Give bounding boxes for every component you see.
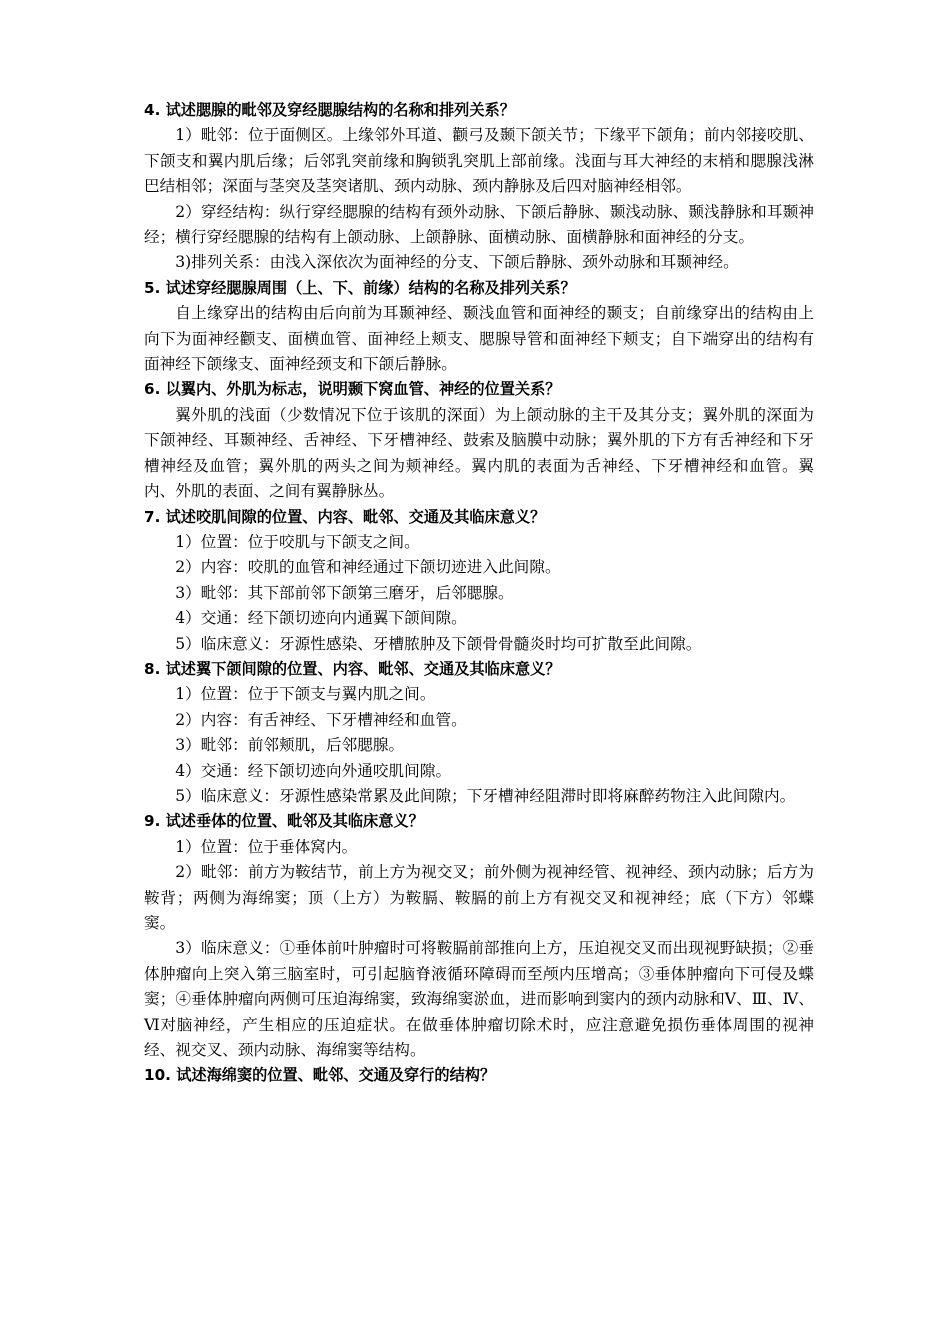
answer-paragraph: 2）内容：有舌神经、下牙槽神经和血管。 (175, 710, 467, 729)
answer-paragraph: 1）位置：位于垂体窝内。 (175, 837, 358, 856)
answer-paragraph: 自上缘穿出的结构由后向前为耳颞神经、颞浅血管和面神经的颞支；自前缘穿出的结构由上向下为面神经颧支、面横血管、面神经上颊支、腮腺导管和面神经下颊支；自下端穿出的结构有面神经下颌缘支、面神经颈支和下颌后静脉。 (144, 304, 814, 374)
question-heading: 10. 试述海绵窦的位置、毗邻、交通及穿行的结构？ (144, 1066, 496, 1085)
question-heading: 8. 试述翼下颌间隙的位置、内容、毗邻、交通及其临床意义？ (144, 659, 561, 678)
answer-paragraph: 1）位置：位于咬肌与下颌支之间。 (175, 532, 420, 551)
section-7 (144, 505, 814, 657)
answer-paragraph: 翼外肌的浅面（少数情况下位于该肌的深面）为上颌动脉的主干及其分支；翼外肌的深面为下颌神经、耳颞神经、舌神经、下牙槽神经、鼓索及脑膜中动脉；翼外肌的下方有舌神经和下牙槽神经及血管；翼外肌的两头之间为颊神经。翼内肌的表面为舌神经、下牙槽神经和血管。翼内、外肌的表面、之间有翼静脉丛。 (144, 405, 814, 501)
question-heading: 9. 试述垂体的位置、毗邻及其临床意义？ (144, 812, 424, 831)
answer-paragraph: 2）穿经结构：纵行穿经腮腺的结构有颈外动脉、下颌后静脉、颞浅动脉、颞浅静脉和耳颞神经；横行穿经腮腺的结构有上颌动脉、上颌静脉、面横动脉、面横静脉和面神经的分支。 (144, 202, 814, 247)
section-10 (144, 1063, 814, 1088)
section-8 (144, 657, 814, 809)
question-heading: 7. 试述咬肌间隙的位置、内容、毗邻、交通及其临床意义？ (144, 507, 546, 526)
answer-paragraph: 3)排列关系：由浅入深依次为面神经的分支、下颌后静脉、颈外动脉和耳颞神经。 (175, 253, 739, 272)
section-5 (144, 276, 814, 378)
answer-paragraph: 4）交通：经下颌切迹向内通翼下颌间隙。 (175, 609, 467, 628)
answer-paragraph: 2）内容：咬肌的血管和神经通过下颌切迹进入此间隙。 (175, 558, 561, 577)
answer-paragraph: 3）临床意义：①垂体前叶肿瘤时可将鞍膈前部推向上方，压迫视交叉而出现视野缺损；②垂体肿瘤向上突入第三脑室时，可引起脑脊液循环障碍而至颅内压增高；③垂体肿瘤向下可侵及蝶窦；④垂体肿瘤向两侧可压迫海绵窦，致海绵窦淤血，进而影响到窦内的颈内动脉和Ⅴ、Ⅲ、Ⅳ、Ⅵ对脑神经，产生相应的压迫症状。在做垂体肿瘤切除术时，应注意避免损伤垂体周围的视神经、视交叉、颈内动脉、海绵窦等结构。 (144, 939, 814, 1060)
answer-paragraph: 5）临床意义：牙源性感染、牙槽脓肿及下颌骨骨髓炎时均可扩散至此间隙。 (175, 634, 702, 653)
answer-paragraph: 1）位置：位于下颌支与翼内肌之间。 (175, 685, 436, 704)
question-heading: 5. 试述穿经腮腺周围（上、下、前缘）结构的名称及排列关系？ (144, 278, 576, 297)
question-heading: 4. 试述腮腺的毗邻及穿经腮腺结构的名称和排列关系？ (144, 101, 515, 119)
answer-paragraph: 2）毗邻：前方为鞍结节，前上方为视交叉；前外侧为视神经管、视神经、颈内动脉；后方为鞍背；两侧为海绵窦；顶（上方）为鞍膈、鞍膈的前上方有视交叉和视神经；底（下方）邻蝶窦。 (144, 863, 814, 932)
section-4 (144, 98, 814, 276)
question-heading: 6. 以翼内、外肌为标志，说明颞下窝血管、神经的位置关系？ (144, 380, 561, 399)
answer-paragraph: 4）交通：经下颌切迹向外通咬肌间隙。 (175, 761, 452, 780)
answer-paragraph: 3）毗邻：前邻颊肌，后邻腮腺。 (175, 736, 405, 755)
document-page (144, 98, 814, 1089)
answer-paragraph: 5）临床意义：牙源性感染常累及此间隙；下牙槽神经阻滞时即将麻醉药物注入此间隙内。 (175, 786, 796, 805)
section-6 (144, 377, 814, 504)
section-9 (144, 809, 814, 1063)
answer-paragraph: 3）毗邻：其下部前邻下颌第三磨牙，后邻腮腺。 (175, 583, 514, 602)
answer-paragraph: 1）毗邻：位于面侧区。上缘邻外耳道、颧弓及颞下颌关节；下缘平下颌角；前内邻接咬肌、下颌支和翼内肌后缘；后邻乳突前缘和胸锁乳突肌上部前缘。浅面与耳大神经的末梢和腮腺浅淋巴结相邻；深面与茎突及茎突诸肌、颈内动脉、颈内静脉及后四对脑神经相邻。 (144, 126, 814, 196)
